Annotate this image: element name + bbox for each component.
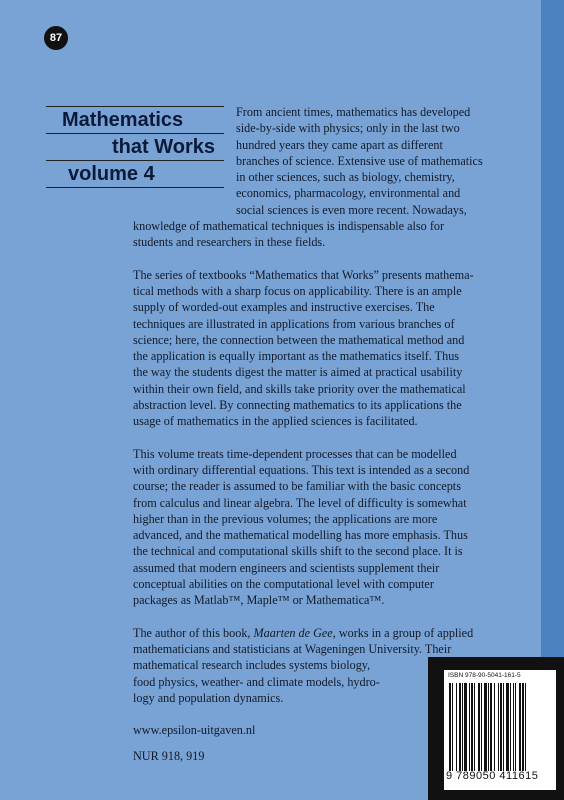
barcode-digits: 9 789050 411615 xyxy=(446,770,539,782)
text-line: with ordinary differential equations. This text is intended as a second xyxy=(133,462,470,477)
text-line: usage of mathematics in the applied sciences is facilitated. xyxy=(133,414,418,429)
text-line: mathematicians and statisticians at Wageningen University. Their xyxy=(133,641,452,656)
text-line: branches of science. Extensive use of mathematics xyxy=(236,153,483,168)
barcode-bar xyxy=(469,683,470,771)
text-line: social sciences is even more recent. Nowadays, xyxy=(236,202,467,217)
text-line: the way the students digest the matter is aimed at practical usability xyxy=(133,365,463,380)
text-line: in other sciences, such as biology, chemistry, xyxy=(236,170,455,185)
text-line: within their own field, and skills take priority over the mathematical xyxy=(133,381,466,396)
isbn-text: ISBN 978-90-5041-161-5 xyxy=(448,672,521,679)
barcode-bar xyxy=(519,683,521,771)
paragraph-1-indented xyxy=(133,104,538,218)
barcode-bars xyxy=(448,683,552,771)
text-line: students and researchers in these fields. xyxy=(133,235,326,250)
barcode-bar xyxy=(474,683,475,771)
volume-badge: 87 xyxy=(44,26,68,50)
barcode-bar xyxy=(484,683,487,771)
barcode-bar xyxy=(506,683,509,771)
barcode-bar xyxy=(510,683,511,771)
text-line: the technical and computational skills shift to the second place. It is xyxy=(133,544,463,559)
barcode-bar xyxy=(471,683,473,771)
author-intro: The author of this book, xyxy=(133,625,254,640)
text-line: assumed that modern engineers and scientists supplement their xyxy=(133,560,440,575)
barcode-bar xyxy=(449,683,451,771)
text-line: advanced, and the mathematical modelling has more emphasis. Thus xyxy=(133,528,468,543)
barcode-bar xyxy=(481,683,482,771)
barcode-panel xyxy=(428,657,564,800)
barcode-bar xyxy=(459,683,461,771)
text-line: techniques are illustrated in applications from various branches of xyxy=(133,316,455,331)
text-line: mathematical research includes systems biology, xyxy=(133,658,371,673)
barcode-bar xyxy=(513,683,514,771)
text-line: food physics, weather- and climate models, hydro- xyxy=(133,674,380,689)
text-line: supply of worded-out examples and instructive exercises. The xyxy=(133,300,435,315)
barcode-bar xyxy=(456,683,457,771)
author-outro: , works in a group of applied xyxy=(332,625,474,640)
barcode-bar xyxy=(488,683,489,771)
title-line-2: that Works xyxy=(46,133,224,160)
barcode-bar xyxy=(490,683,492,771)
nur-code: NUR 918, 919 xyxy=(133,749,205,764)
text-line: From ancient times, mathematics has developed xyxy=(236,105,471,119)
text-line: higher than in the previous volumes; the applications are more xyxy=(133,511,438,526)
barcode-bar xyxy=(522,683,524,771)
barcode-bar xyxy=(515,683,516,771)
text-line: economics, pharmacology, environmental and xyxy=(236,186,461,201)
barcode-bar xyxy=(498,683,499,771)
barcode-bar xyxy=(452,683,453,771)
barcode-bar xyxy=(462,683,463,771)
text-line: packages as Matlab™, Maple™ or Mathematica™. xyxy=(133,593,385,608)
barcode-bar xyxy=(478,683,480,771)
text-line: tical methods with a sharp focus on applicability. There is an ample xyxy=(133,283,462,298)
text-line: abstraction level. By connecting mathematics to its applications the xyxy=(133,398,462,413)
title-line-3: volume 4 xyxy=(46,160,224,188)
text-line: from calculus and linear algebra. The level of difficulty is somewhat xyxy=(133,495,467,510)
text-line: logy and population dynamics. xyxy=(133,690,284,705)
text-line: the application is equally important as the mathematics itself. Thus xyxy=(133,349,460,364)
text-line: The series of textbooks “Mathematics that Works” presents mathema- xyxy=(133,267,474,282)
paragraph-3 xyxy=(133,446,538,609)
paragraph-2 xyxy=(133,267,538,430)
title-line-1: Mathematics xyxy=(46,106,224,133)
barcode-bar xyxy=(464,683,467,771)
text-line: course; the reader is assumed to be familiar with the basic concepts xyxy=(133,479,461,494)
text-line: This volume treats time-dependent processes that can be modelled xyxy=(133,446,457,461)
barcode-bar xyxy=(494,683,495,771)
author-name: Maarten de Gee xyxy=(253,625,333,640)
text-line: knowledge of mathematical techniques is indispensable also for xyxy=(133,219,445,234)
barcode-label xyxy=(444,670,556,790)
text-line xyxy=(133,625,538,641)
text-line: science; here, the connection between the mathematical method and xyxy=(133,332,465,347)
barcode-bar xyxy=(500,683,502,771)
text-line: hundred years they came apart as different xyxy=(236,137,443,152)
publisher-url[interactable]: www.epsilon-uitgaven.nl xyxy=(133,723,256,738)
text-line: conceptual abilities on the computational level with computer xyxy=(133,577,434,592)
barcode-bar xyxy=(525,683,526,771)
barcode-bar xyxy=(503,683,504,771)
text-line: side-by-side with physics; only in the last two xyxy=(236,121,460,136)
